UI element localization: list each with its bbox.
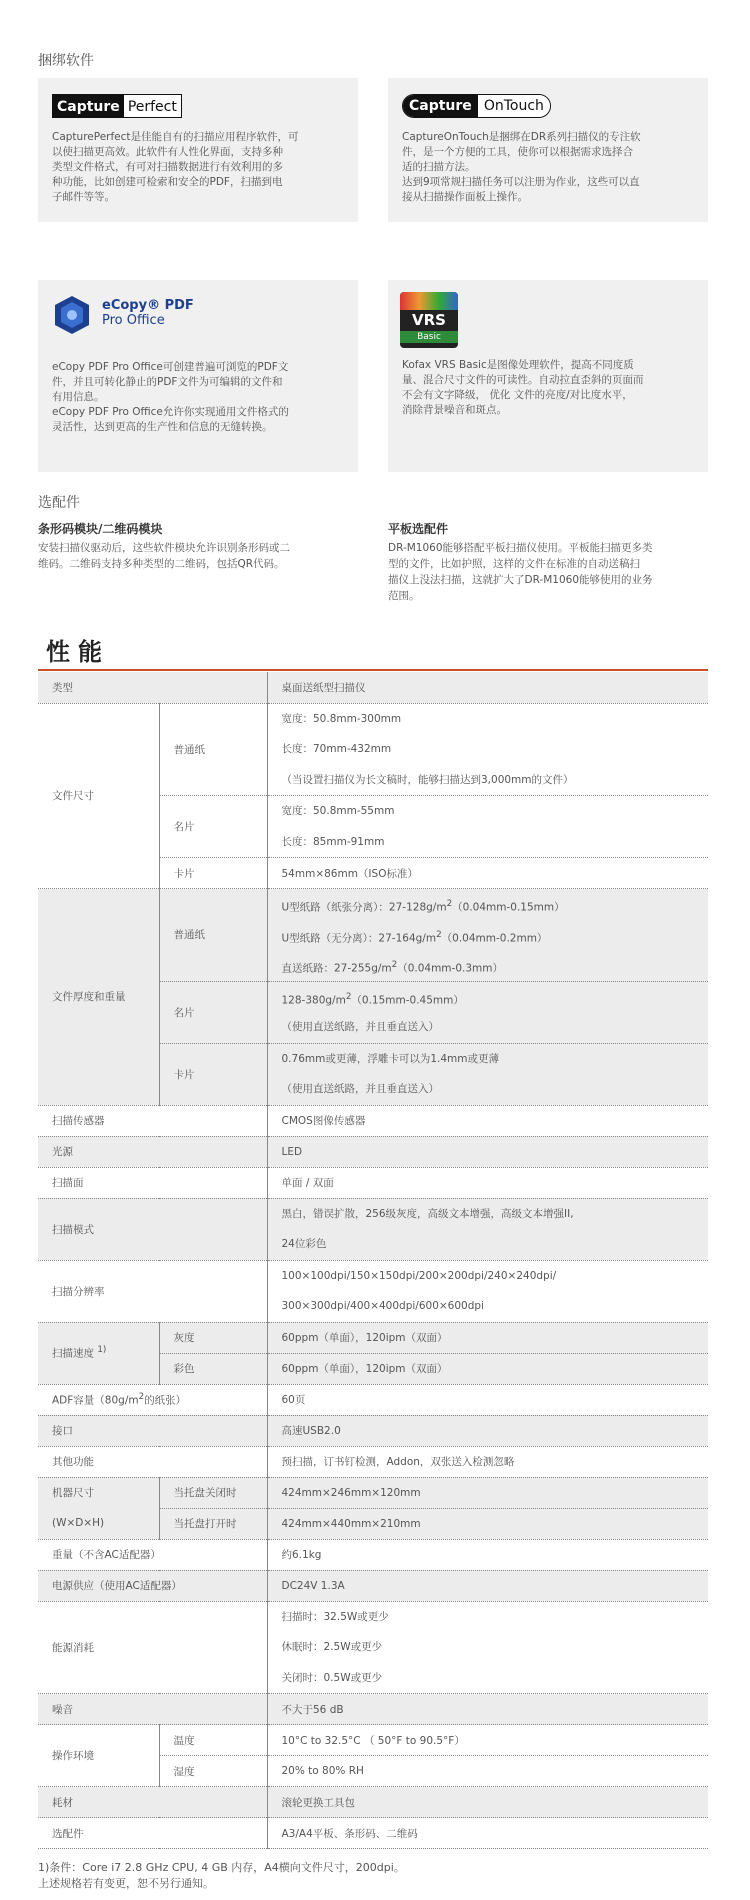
spec-sublabel: 名片 [159,981,267,1043]
spec-label: 能源消耗 [38,1601,267,1694]
spec-value: A3/A4平板、条形码、二维码 [267,1818,708,1849]
ecopy-card [38,280,358,472]
table-row [38,1136,708,1167]
spec-sublabel: 当托盘打开时 [159,1508,267,1539]
spec-sublabel: 普通纸 [159,703,267,796]
table-row [38,1415,708,1446]
spec-label: 光源 [38,1136,267,1167]
captureperfect-logo: Capture Perfect [52,94,182,118]
spec-value: 黑白，错误扩散，256级灰度，高级文本增强，高级文本增强II, 24位彩色 [267,1198,708,1260]
spec-value: 20% to 80% RH [267,1756,708,1787]
spec-label: ADF容量（$80g/m^2$的纸张） [38,1384,267,1415]
captureontouch-card [388,78,708,222]
captureontouch-description: CaptureOnTouch是捆绑在DR系列扫描仪的专注软 件，是一个方便的工具，使你可以根据需求选择合 适的扫描方法。 达到9项常规扫描任务可以注册为作业，这些可以直 接从扫描操作面板上操作。 [402,131,641,203]
table-row [38,889,708,982]
flatbed-heading: 平板选配件 [388,522,449,536]
performance-title: 性能 [46,638,110,666]
spec-label: 扫描面 [38,1167,267,1198]
spec-label: 其他功能 [38,1446,267,1477]
spec-value: U型纸路（纸张分离）：$27-128g/m^2(0.04mm-0.15mm)$ U型纸路（无分离）：$27-164g/m^2(0.04mm-0.2mm)$ 直送纸路：$27-255g/m^2(0.04mm-0.3mm)$ [267,889,708,982]
spec-value: 不大于56 dB [267,1694,708,1725]
spec-value: 滚轮更换工具包 [267,1787,708,1818]
spec-value: 54mm×86mm（ISO标准） [267,858,708,889]
table-row [38,703,708,796]
spec-label: 文件厚度和重量 [38,889,159,1106]
table-row [38,1477,708,1508]
spec-value: 60ppm（单面），120ipm（双面） [267,1353,708,1384]
spec-value: 424mm×246mm×120mm [267,1477,708,1508]
table-row [38,1787,708,1818]
ecopy-description: eCopy PDF Pro Office可创建普遍可浏览的PDF文 件，并且可转化静止的PDF文件为可编辑的文件和 有用信息。 eCopy PDF Pro Office允许你实现通用文件格式的 灵活性，达到更高的生产性和信息的无缝转换。 [52,361,289,433]
flatbed-description: DR-M1060能够搭配平板扫描仪使用。平板能扫描更多类 型的文件，比如护照，这样的文件在标准的自动送稿扫 描仪上没法扫描，这就扩大了DR-M1060能够使用的业务 范围。 [388,542,653,602]
spec-label: 文件尺寸 [38,703,159,889]
spec-value: 60ppm（单面），120ipm（双面） [267,1322,708,1353]
vrs-logo: VRS Basic [400,292,458,348]
table-row [38,1539,708,1570]
table-row [38,1725,708,1756]
table-row [38,672,708,703]
spec-label: 操作环境 [38,1725,159,1787]
barcode-module-heading: 条形码模块/二维码模块 [38,522,163,536]
spec-label: 选配件 [38,1818,267,1849]
spec-label: 重量（不含AC适配器） [38,1539,267,1570]
bundled-software-title: 捆绑软件 [38,53,94,69]
spec-label: 接口 [38,1415,267,1446]
spec-label: 机器尺寸 (W×D×H) [38,1477,159,1539]
spec-value: LED [267,1136,708,1167]
spec-sublabel: 温度 [159,1725,267,1756]
spec-value: 约6.1kg [267,1539,708,1570]
spec-value: 424mm×440mm×210mm [267,1508,708,1539]
performance-divider [38,669,708,671]
spec-value: 扫描时：32.5W或更少 休眠时：2.5W或更少 关闭时：0.5W或更少 [267,1601,708,1694]
spec-value: 100×100dpi/150×150dpi/200×200dpi/240×240dpi/ 300×300dpi/400×400dpi/600×600dpi [267,1260,708,1322]
captureperfect-card [38,78,358,222]
table-row [38,1198,708,1260]
spec-sublabel: 普通纸 [159,889,267,982]
spec-sublabel: 卡片 [159,1043,267,1105]
ecopy-logo: eCopy® PDF Pro Office [52,294,202,336]
spec-label: 扫描速度 $^{1)}$ [38,1322,159,1384]
table-row [38,1260,708,1322]
spec-value: 60页 [267,1384,708,1415]
spec-value: DC24V 1.3A [267,1570,708,1601]
spec-value: 0.76mm或更薄，浮雕卡可以为1.4mm或更薄 （使用直送纸路，并且垂直送入） [267,1043,708,1105]
spec-sublabel: 当托盘关闭时 [159,1477,267,1508]
table-row [38,1570,708,1601]
ecopy-hexagon-icon [52,294,92,336]
table-row [38,1601,708,1694]
footnote: 1)条件：Core i7 2.8 GHz CPU, 4 GB 内存，A4横向文件尺寸，200dpi。 [38,1861,405,1874]
spec-value: 宽度：50.8mm-300mm 长度：70mm-432mm （当设置扫描仪为长文稿时，能够扫描达到3,000mm的文件） [267,703,708,796]
spec-sublabel: 卡片 [159,858,267,889]
spec-sublabel: 名片 [159,796,267,858]
vrs-color-bar [400,292,458,310]
table-row [38,1818,708,1849]
spec-label: 类型 [38,672,267,703]
spec-label: 电源供应（使用AC适配器） [38,1570,267,1601]
spec-value: 宽度：50.8mm-55mm 长度：85mm-91mm [267,796,708,858]
spec-sublabel: 灰度 [159,1322,267,1353]
spec-value: 桌面送纸型扫描仪 [267,672,708,703]
spec-value: 高速USB2.0 [267,1415,708,1446]
table-row [38,1105,708,1136]
vrs-description: Kofax VRS Basic是图像处理软件，提高不同度质 量、混合尺寸文件的可读性。自动拉直歪斜的页面而 不会有文字降级， 优化 文件的亮度/对比度水平， 消除背景噪音和斑点。 [402,359,644,416]
spec-sublabel: 彩色 [159,1353,267,1384]
spec-sublabel: 湿度 [159,1756,267,1787]
spec-label: 扫描传感器 [38,1105,267,1136]
spec-value: CMOS图像传感器 [267,1105,708,1136]
table-row [38,1694,708,1725]
spec-label: 耗材 [38,1787,267,1818]
captureontouch-logo: Capture OnTouch [402,94,551,118]
captureperfect-description: CapturePerfect是佳能自有的扫描应用程序软件，可 以使扫描更高效。此软件有人性化界面，支持多种 类型文件格式，有可对扫描数据进行有效利用的多 种功能，比如创建可检索和安全的PDF，扫描到电 子邮件等等。 [52,131,299,203]
spec-value: $128-380g/m^2(0.15mm-0.45mm)$ （使用直送纸路，并且垂直送入） [267,981,708,1043]
spec-label: 扫描模式 [38,1198,267,1260]
spec-label: 噪音 [38,1694,267,1725]
accessories-title: 选配件 [38,495,80,511]
table-row [38,1167,708,1198]
table-row [38,1384,708,1415]
table-row [38,1322,708,1353]
footnotes [38,1860,405,1892]
spec-value: 10°C to 32.5°C （ 50°F to 90.5°F） [267,1725,708,1756]
spec-label: 扫描分辨率 [38,1260,267,1322]
footnote: 上述规格若有变更，恕不另行通知。 [38,1877,214,1890]
spec-value: 预扫描，订书钉检测，Addon，双张送入检测忽略 [267,1446,708,1477]
barcode-module-description: 安装扫描仪驱动后，这些软件模块允许识别条形码或二 维码。二维码支持多种类型的二维码，包括QR代码。 [38,542,290,570]
table-row [38,1446,708,1477]
spec-table [38,672,708,1849]
vrs-card [388,280,708,472]
spec-value: 单面 / 双面 [267,1167,708,1198]
